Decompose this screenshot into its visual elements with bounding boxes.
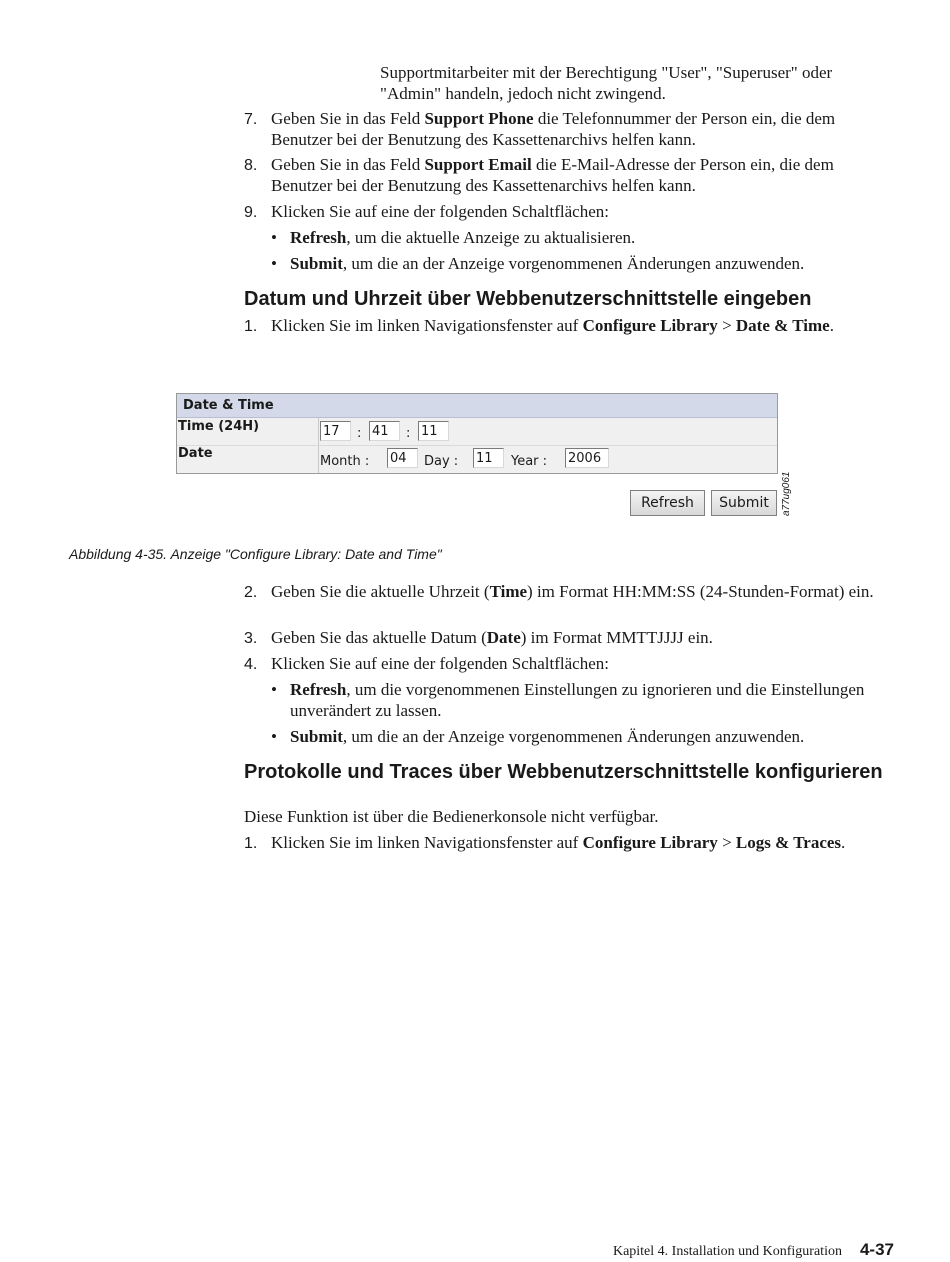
intro-line-2: "Admin" handeln, jedoch nicht zwingend. [380, 84, 666, 103]
step-9-bullet-refresh: Refresh, um die aktuelle Anzeige zu aktualisieren. [290, 228, 636, 247]
section-2-step-1-text: Klicken Sie im linken Navigationsfenster auf Configure Library > Logs & Traces. [271, 833, 846, 852]
step-9-number: 9. [244, 204, 258, 221]
step-8-text: Geben Sie in das Feld Support Email die E-Mail-Adresse der Person ein, die dem Benutzer bei der Benutzung des Kassettenarchivs helfen kann. [271, 155, 834, 195]
date-time-panel [176, 393, 778, 474]
support-phone-field-name: Support Phone [424, 109, 534, 128]
colon: : [357, 426, 362, 441]
day-input[interactable]: 11 [473, 448, 504, 468]
step-8-number: 8. [244, 157, 258, 174]
hour-input[interactable]: 17 [320, 421, 351, 441]
time-label: Time (24H) [178, 419, 260, 434]
step-7-number: 7. [244, 111, 258, 128]
intro-paragraph [380, 62, 900, 104]
panel-header [177, 394, 777, 418]
page-footer [613, 1239, 894, 1262]
second-input[interactable]: 11 [418, 421, 449, 441]
section-1-step-4-number: 4. [244, 656, 258, 673]
figure-id: a77ug061 [781, 471, 792, 516]
step-4-bullet-refresh: Refresh, um die vorgenommenen Einstellungen zu ignorieren und die Einstellungen unverändert zu lassen. [290, 680, 865, 720]
page-number: 4-37 [859, 1240, 894, 1259]
bullet-mark: • [271, 727, 277, 746]
refresh-button[interactable]: Refresh [630, 490, 705, 516]
month-input[interactable]: 04 [387, 448, 418, 468]
section-1-step-3-number: 3. [244, 630, 258, 647]
section-2-note: Diese Funktion ist über die Bedienerkonsole nicht verfügbar. [244, 807, 659, 826]
section-1-step-1-number: 1. [244, 318, 258, 335]
section-heading-logs-traces: Protokolle und Traces über Webbenutzerschnittstelle konfigurieren [244, 761, 883, 783]
minute-input[interactable]: 41 [369, 421, 400, 441]
section-1-step-3-text: Geben Sie das aktuelle Datum (Date) im Format MMTTJJJJ ein. [271, 628, 713, 647]
submit-button[interactable]: Submit [711, 490, 777, 516]
bullet-mark: • [271, 228, 277, 247]
section-heading-date-time: Datum und Uhrzeit über Webbenutzerschnittstelle eingeben [244, 288, 812, 310]
step-9-text: Klicken Sie auf eine der folgenden Schaltflächen: [271, 202, 609, 221]
step-4-bullet-submit: Submit, um die an der Anzeige vorgenommenen Änderungen anzuwenden. [290, 727, 805, 746]
section-1-step-2-number: 2. [244, 584, 258, 601]
figure-caption: Abbildung 4-35. Anzeige "Configure Library: Date and Time" [69, 546, 442, 562]
colon: : [406, 426, 411, 441]
year-label: Year : [511, 454, 548, 469]
day-label: Day : [424, 454, 459, 469]
section-1-step-4-text: Klicken Sie auf eine der folgenden Schaltflächen: [271, 654, 609, 673]
panel-title: Date & Time [183, 398, 274, 413]
section-1-step-1-text: Klicken Sie im linken Navigationsfenster auf Configure Library > Date & Time. [271, 316, 834, 335]
step-7-text: Geben Sie in das Feld Support Phone die Telefonnummer der Person ein, die dem Benutzer bei der Benutzung des Kassettenarchivs helfen kann. [271, 109, 836, 149]
support-email-field-name: Support Email [424, 155, 532, 174]
section-1-step-2-text: Geben Sie die aktuelle Uhrzeit (Time) im Format HH:MM:SS (24-Stunden-Format) ein. [271, 582, 874, 601]
bullet-mark: • [271, 254, 277, 273]
year-input[interactable]: 2006 [565, 448, 609, 468]
date-label: Date [178, 446, 213, 461]
intro-line-1: Supportmitarbeiter mit der Berechtigung "User", "Superuser" oder [380, 63, 833, 82]
section-2-step-1-number: 1. [244, 835, 258, 852]
bullet-mark: • [271, 680, 277, 699]
step-9-bullet-submit: Submit, um die an der Anzeige vorgenommenen Änderungen anzuwenden. [290, 254, 805, 273]
footer-chapter: Kapitel 4. Installation und Konfiguration [612, 1244, 842, 1259]
month-label: Month : [320, 454, 370, 469]
